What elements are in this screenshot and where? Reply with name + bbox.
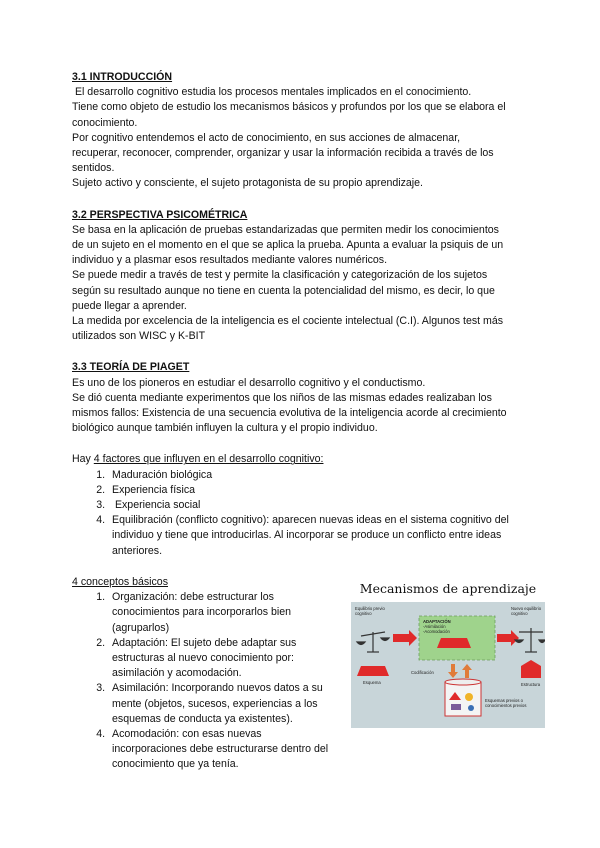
schema-shape-left bbox=[357, 666, 389, 676]
text-line: biológico aunque también influyen la cultura y el propio individuo. bbox=[72, 422, 378, 435]
section-introduccion bbox=[72, 70, 542, 192]
text-line: recuperar, reconocer, comprender, organizar y usar la información recibida a través de los bbox=[72, 147, 494, 160]
section-heading: 3.2 PERSPECTIVA PSICOMÉTRICA bbox=[72, 208, 248, 221]
section-psicometrica bbox=[72, 208, 542, 345]
list-item: 3. Asimilación: Incorporando nuevos datos a su mente (objetos, sucesos, experiencias a los esquemas de conducta ya existentes). bbox=[108, 681, 337, 727]
structure-shape-right bbox=[521, 660, 541, 678]
text-line: conocimiento. bbox=[72, 116, 138, 129]
list-item: 3. Experiencia social bbox=[108, 498, 542, 513]
list-item: 4. Acomodación: con esas nuevas incorporaciones debe estructurarse dentro del conocimiento que ya tenía. bbox=[108, 727, 337, 773]
text-line: El desarrollo cognitivo estudia los procesos mentales implicados en el conocimiento. bbox=[72, 86, 472, 99]
text-line: Sujeto activo y consciente, el sujeto protagonista de su propio aprendizaje. bbox=[72, 177, 423, 190]
text-line: individuo y a plasmar esos resultados mediante valores numéricos. bbox=[72, 254, 388, 267]
memory-rect bbox=[451, 704, 461, 710]
text-line: según su resultado aunque no tiene en cuenta la potencialidad del mismo, es decir, lo que bbox=[72, 284, 495, 297]
arrow-up-icon bbox=[462, 664, 472, 678]
text-line: mismos fallos: Existencia de una secuencia evolutiva de la inteligencia acorde al crecimiento bbox=[72, 407, 507, 420]
factors-list bbox=[72, 468, 542, 559]
adaptation-item: -Asimilación bbox=[423, 624, 446, 629]
memory-dot bbox=[468, 705, 474, 711]
estructura-label: Estructura bbox=[521, 682, 541, 687]
text-line: Se dió cuenta mediante experimentos que los niños de las mismas edades realizaban los bbox=[72, 391, 492, 404]
text-line: Tiene como objeto de estudio los mecanismos básicos y profundos por los que se elabora el bbox=[72, 101, 506, 114]
text-line: Se puede medir a través de test y permite la clasificación y categorización de los sujetos bbox=[72, 269, 488, 282]
text-line: La medida por excelencia de la inteligencia es el cociente intelectual (C.I). Algunos test más bbox=[72, 315, 504, 328]
balance-scale-right-icon bbox=[515, 628, 545, 652]
section-heading: 3.3 TEORÍA DE PIAGET bbox=[72, 361, 190, 374]
concepts-list bbox=[72, 590, 337, 772]
concepts-heading: 4 conceptos básicos bbox=[72, 575, 168, 588]
memory-label: Esquemas previos o conocimientos previos bbox=[485, 698, 527, 708]
list-item: 1. Organización: debe estructurar los conocimientos para incorporarlos bien (agruparlos) bbox=[108, 590, 337, 636]
arrow-down-icon bbox=[448, 664, 458, 678]
list-item: 2. Adaptación: El sujeto debe adaptar sus estructuras al nuevo conocimiento por: asimilación y acomodación. bbox=[108, 636, 337, 682]
text-line: utilizados son WISC y K-BIT bbox=[72, 330, 206, 343]
esquema-label: Esquema bbox=[363, 680, 381, 685]
list-item: 4. Equilibración (conflicto cognitivo): aparecen nuevas ideas en el sistema cognitivo del individuo y tiene que introducirlas. Al incorporar se produce un conflicto entre ideas anteriores. bbox=[108, 513, 542, 559]
balance-scale-left-icon bbox=[357, 632, 389, 652]
codificacion-label: Codificación bbox=[411, 670, 434, 675]
text-line: puede llegar a aprender. bbox=[72, 299, 187, 312]
text-line: Se basa en la aplicación de pruebas estandarizadas que permiten medir los conocimientos bbox=[72, 223, 499, 236]
factors-intro-underlined: 4 factores que influyen en el desarrollo cognitivo: bbox=[93, 453, 324, 466]
text-line: de un sujeto en el momento en el que se aplica la prueba. Apunta a evaluar la psiquis de un bbox=[72, 239, 504, 252]
list-item: 1. Maduración biológica bbox=[108, 468, 542, 483]
adaptation-title: ADAPTACIÓN bbox=[423, 619, 451, 624]
factors-intro bbox=[72, 452, 542, 467]
section-piaget bbox=[72, 360, 542, 436]
section-heading: 3.1 INTRODUCCIÓN bbox=[72, 71, 173, 83]
adaptation-item: -Acomodación bbox=[423, 629, 450, 634]
text-line: sentidos. bbox=[72, 162, 115, 175]
center-shape bbox=[437, 638, 471, 648]
figure-diagram bbox=[351, 602, 545, 728]
arrow-right-icon bbox=[497, 630, 519, 646]
text-line: Por cognitivo entendemos el acto de conocimiento, en sus acciones de almacenar, bbox=[72, 131, 461, 144]
learning-mechanisms-figure bbox=[348, 580, 548, 730]
figure-title: Mecanismos de aprendizaje bbox=[359, 581, 537, 596]
factors-intro-prefix: Hay bbox=[72, 453, 94, 466]
section-factores bbox=[72, 452, 542, 558]
section-conceptos bbox=[72, 575, 337, 773]
list-item: 2. Experiencia física bbox=[108, 483, 542, 498]
arrow-right-icon bbox=[393, 630, 417, 646]
memory-circle bbox=[465, 693, 473, 701]
new-equilibrium-label: Nuevo equilibrio cognitivo bbox=[511, 606, 542, 616]
text-line: Es uno de los pioneros en estudiar el desarrollo cognitivo y el conductismo. bbox=[72, 376, 426, 389]
prev-equilibrium-label: Equilibrio previo cognitivo bbox=[355, 606, 385, 616]
